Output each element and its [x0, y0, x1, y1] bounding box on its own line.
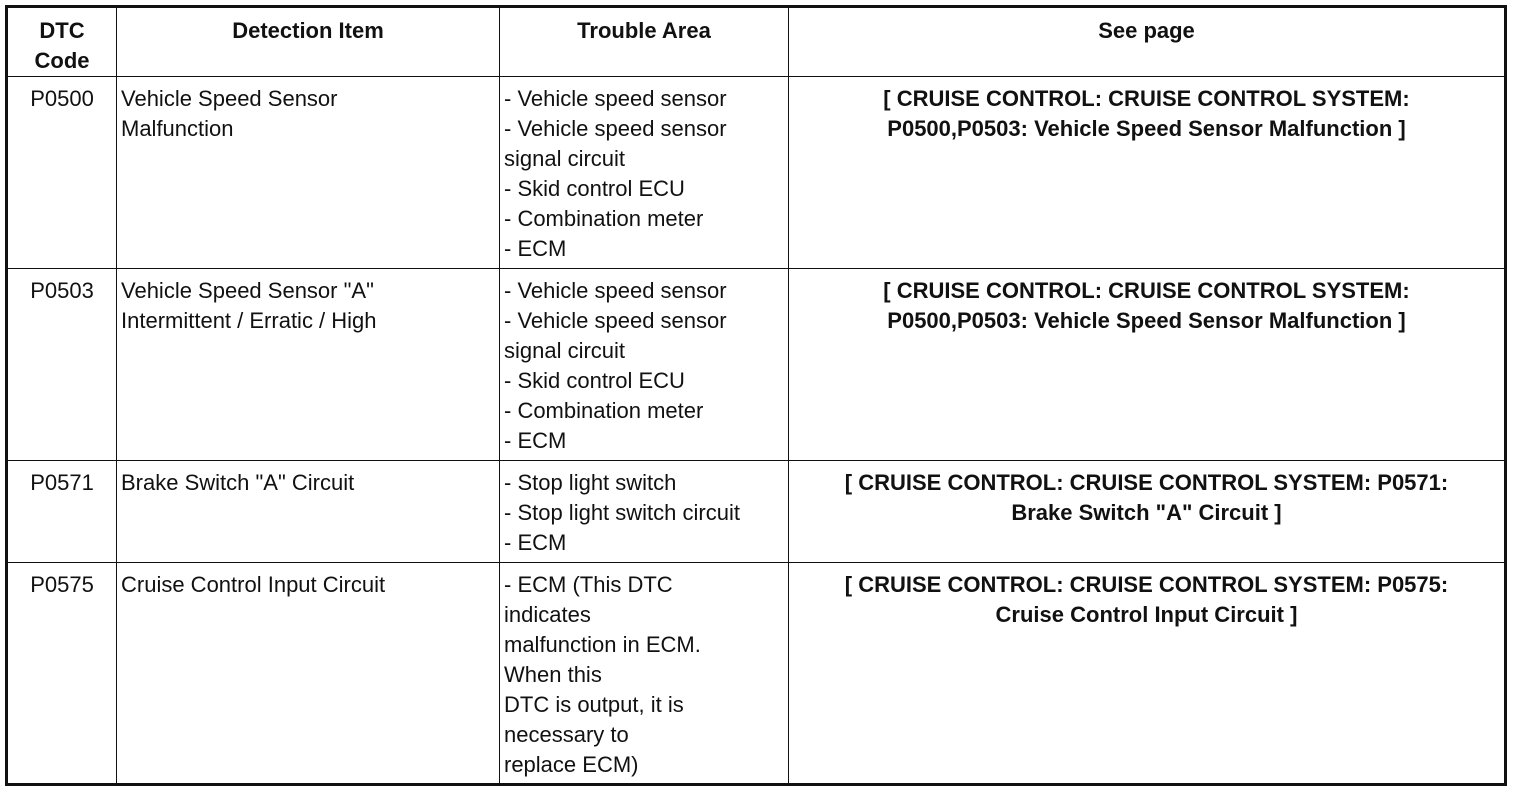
dtc-code-cell: P0503 — [7, 269, 117, 461]
header-dtc-code-line2: Code — [34, 48, 90, 73]
see-page-line: [ CRUISE CONTROL: CRUISE CONTROL SYSTEM: P0571: — [844, 470, 1449, 495]
trouble-area-line: - Stop light switch — [504, 470, 677, 495]
detection-item-line: Vehicle Speed Sensor — [121, 86, 338, 111]
trouble-area-line: - Stop light switch circuit — [504, 500, 740, 525]
see-page-link[interactable] — [789, 563, 1506, 785]
trouble-area-line: - ECM — [504, 428, 567, 453]
header-see-page: See page — [789, 7, 1506, 77]
trouble-area-line: - Skid control ECU — [504, 368, 685, 393]
trouble-area-line: - Vehicle speed sensor — [504, 116, 727, 141]
see-page-line: P0500,P0503: Vehicle Speed Sensor Malfunction ] — [887, 308, 1406, 333]
trouble-area-line: - ECM — [504, 236, 567, 261]
see-page-line: [ CRUISE CONTROL: CRUISE CONTROL SYSTEM: — [883, 86, 1410, 111]
trouble-area-line: replace ECM) — [504, 752, 639, 777]
detection-item-cell — [117, 269, 500, 461]
trouble-area-line: indicates — [504, 602, 591, 627]
dtc-code-cell: P0571 — [7, 461, 117, 563]
table-row — [7, 77, 1506, 269]
dtc-code-cell: P0575 — [7, 563, 117, 785]
trouble-area-line: - Vehicle speed sensor — [504, 86, 727, 111]
trouble-area-line: - Combination meter — [504, 206, 704, 231]
header-trouble-area: Trouble Area — [500, 7, 789, 77]
trouble-area-line: DTC is output, it is — [504, 692, 684, 717]
see-page-link[interactable] — [789, 269, 1506, 461]
trouble-area-line: - ECM — [504, 530, 567, 555]
detection-item-line: Vehicle Speed Sensor "A" — [121, 278, 374, 303]
trouble-area-cell — [500, 269, 789, 461]
detection-item-line: Cruise Control Input Circuit — [121, 572, 386, 597]
see-page-line: Cruise Control Input Circuit ] — [995, 602, 1298, 627]
trouble-area-line: - ECM (This DTC — [504, 572, 673, 597]
detection-item-line: Intermittent / Erratic / High — [121, 308, 377, 333]
trouble-area-line: necessary to — [504, 722, 629, 747]
detection-item-cell — [117, 563, 500, 785]
table-header-row — [7, 7, 1506, 77]
table-row — [7, 461, 1506, 563]
trouble-area-cell — [500, 563, 789, 785]
detection-item-line: Malfunction — [121, 116, 234, 141]
see-page-line: [ CRUISE CONTROL: CRUISE CONTROL SYSTEM: P0575: — [844, 572, 1449, 597]
dtc-table — [5, 5, 1507, 786]
trouble-area-line: When this — [504, 662, 602, 687]
table-row — [7, 269, 1506, 461]
detection-item-cell — [117, 77, 500, 269]
trouble-area-line: signal circuit — [504, 146, 626, 171]
trouble-area-line: - Vehicle speed sensor — [504, 308, 727, 333]
trouble-area-line: - Combination meter — [504, 398, 704, 423]
trouble-area-cell — [500, 461, 789, 563]
trouble-area-line: - Vehicle speed sensor — [504, 278, 727, 303]
detection-item-cell — [117, 461, 500, 563]
see-page-line: P0500,P0503: Vehicle Speed Sensor Malfunction ] — [887, 116, 1406, 141]
trouble-area-line: malfunction in ECM. — [504, 632, 701, 657]
see-page-line: [ CRUISE CONTROL: CRUISE CONTROL SYSTEM: — [883, 278, 1410, 303]
trouble-area-line: signal circuit — [504, 338, 626, 363]
see-page-link[interactable] — [789, 77, 1506, 269]
see-page-line: Brake Switch "A" Circuit ] — [1011, 500, 1282, 525]
detection-item-line: Brake Switch "A" Circuit — [121, 470, 355, 495]
dtc-code-cell: P0500 — [7, 77, 117, 269]
header-dtc-code — [7, 7, 117, 77]
table-row — [7, 563, 1506, 785]
header-dtc-code-line1: DTC — [39, 18, 85, 43]
trouble-area-cell — [500, 77, 789, 269]
see-page-link[interactable] — [789, 461, 1506, 563]
trouble-area-line: - Skid control ECU — [504, 176, 685, 201]
header-detection-item: Detection Item — [117, 7, 500, 77]
